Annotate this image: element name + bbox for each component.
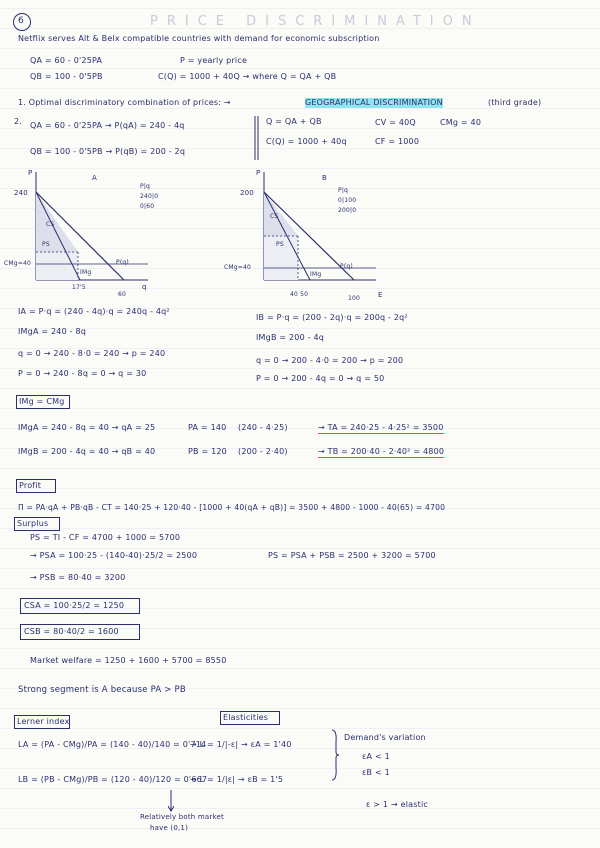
strong-segment: Strong segment is A because PA > PB: [18, 685, 186, 695]
producer-surplus-area-a: [36, 252, 78, 280]
graph-b-cmg: CMg=40: [224, 264, 252, 271]
revenue-b-total: → TB = 200·40 - 2·40² = 4800: [318, 447, 445, 456]
producer-surplus-total: PS = PSA + PSB = 2500 + 3200 = 5700: [268, 551, 436, 560]
revenue-a-total: → TA = 240·25 - 4·25² = 3500: [318, 423, 444, 432]
consumer-surplus-b: CSB = 80·40/2 = 1600: [24, 627, 119, 636]
demand-b: QB = 100 - 0'5PB: [30, 72, 103, 81]
graph-a-cs: CS: [46, 221, 55, 228]
graph-b-p-axis: P: [256, 169, 261, 177]
faint-bleedthrough-title: PRICE DISCRIMINATION: [150, 14, 481, 29]
img-b-equation: IMgB = 200 - 4q = 40 → qB = 40: [18, 447, 156, 456]
a-q-zero: q = 0 → 240 - 8·0 = 240 → p = 240: [18, 349, 166, 358]
fixed-cost: CF = 1000: [375, 137, 420, 146]
graph-a-xmid: 17'5: [72, 284, 86, 291]
lerner-b-tail: → L = 1/|ε| → εB = 1'5: [190, 775, 284, 784]
inverse-demand-a: QA = 60 - 0'25PA → P(qA) = 240 - 4q: [30, 121, 185, 130]
part1-tail: (third grade): [488, 98, 542, 107]
b-q-zero: q = 0 → 200 - 4·0 = 200 → p = 200: [256, 356, 404, 365]
producer-surplus-a: → PSA = 100·25 - (140-40)·25/2 = 2500: [30, 551, 198, 560]
lerner-a: LA = (PA - CMg)/PA = (140 - 40)/140 = 0'714: [18, 740, 207, 749]
revenue-b: IB = P·q = (200 - 2q)·q = 200q - 2q²: [256, 313, 408, 322]
inverse-demand-b: QB = 100 - 0'5PB → P(qB) = 200 - 2q: [30, 147, 186, 156]
elasticity-b: εB < 1: [362, 768, 390, 777]
img-a-equation: IMgA = 240 - 8q = 40 → qA = 25: [18, 423, 156, 432]
graph-a-img: IMg: [80, 269, 92, 276]
b-p-zero: P = 0 → 200 - 4q = 0 → q = 50: [256, 374, 385, 383]
variable-cost: CV = 40Q: [375, 118, 416, 127]
part1-highlight: GEOGRAPHICAL DISCRIMINATION: [305, 98, 443, 107]
graph-b-xend: 100: [348, 295, 361, 302]
part1-text: 1. Optimal discriminatory combination of prices: →: [18, 98, 231, 107]
price-a: PA = 140: [188, 423, 227, 432]
condition: IMg = CMg: [19, 397, 65, 406]
graph-b-ps: PS: [276, 241, 284, 248]
graph-a-p-axis: P: [28, 169, 33, 177]
price-b: PB = 120: [188, 447, 227, 456]
graph-b-q-axis: E: [378, 291, 383, 299]
img-a: IMgA = 240 - 8q: [18, 327, 87, 336]
lerner-note-1: Relatively both market: [140, 813, 224, 821]
graph-b-xmid: 40 50: [290, 291, 309, 298]
graph-a-xend: 60: [118, 291, 127, 298]
bracket-divider: [252, 114, 262, 162]
graph-a-inset-3: 0|60: [140, 203, 155, 210]
lerner-b: LB = (PB - CMg)/PB = (120 - 40)/120 = 0'667: [18, 775, 208, 784]
arrow-down: [168, 790, 174, 812]
price-note: P = yearly price: [180, 56, 248, 65]
price-a-calc: (240 - 4·25): [238, 423, 288, 432]
lerner-label: Lerner index: [17, 717, 70, 726]
elasticities-label: Elasticities: [223, 713, 269, 722]
elasticity-a: εA < 1: [362, 752, 390, 761]
graph-b-img: IMg: [310, 271, 322, 278]
surplus-label: Surplus: [17, 519, 49, 528]
graph-a-title: A: [92, 174, 97, 182]
graph-a-ytop: 240: [14, 189, 28, 197]
intro-line: Netflix serves Alt & Belx compatible countries with demand for economic subscription: [18, 34, 380, 43]
demand-variation: Demand's variation: [344, 733, 426, 742]
revenue-a: IA = P·q = (240 - 4q)·q = 240q - 4q²: [18, 307, 170, 316]
graph-b-inset-1: P|q: [338, 187, 349, 194]
img-b: IMgB = 200 - 4q: [256, 333, 325, 342]
graph-a-pq: P(q): [116, 259, 129, 266]
producer-surplus: PS = TI - CF = 4700 + 1000 = 5700: [30, 533, 181, 542]
lerner-a-tail: → L = 1/|-ε| → εA = 1'40: [190, 740, 292, 749]
total-cost: C(Q) = 1000 + 40q: [266, 137, 347, 146]
graph-a-inset-2: 240|0: [140, 193, 159, 200]
elasticity-conclusion: ε > 1 → elastic: [366, 800, 428, 809]
demand-a: QA = 60 - 0'25PA: [30, 56, 103, 65]
consumer-surplus-a: CSA = 100·25/2 = 1250: [24, 601, 125, 610]
graph-a-inset-1: P|q: [140, 183, 151, 190]
graph-b-cs: CS: [270, 213, 279, 220]
profit-label: Profit: [19, 481, 42, 490]
market-welfare: Market welfare = 1250 + 1600 + 5700 = 8550: [30, 656, 227, 665]
a-p-zero: P = 0 → 240 - 8q = 0 → q = 30: [18, 369, 147, 378]
part2-number: 2.: [14, 117, 23, 126]
graph-b-ytop: 200: [240, 189, 254, 197]
graph-a-ps: PS: [42, 241, 50, 248]
cost-function: C(Q) = 1000 + 40Q → where Q = QA + QB: [158, 72, 337, 81]
graph-b-inset-3: 200|0: [338, 207, 357, 214]
marginal-cost: CMg = 40: [440, 118, 482, 127]
lerner-note-2: have (0,1): [150, 824, 188, 832]
graph-b-pq: P(q): [340, 263, 353, 270]
price-b-calc: (200 - 2·40): [238, 447, 288, 456]
quantity-sum: Q = QA + QB: [266, 117, 322, 126]
graph-b-title: B: [322, 174, 328, 182]
problem-number: 6: [18, 16, 24, 26]
profit-formula: Π = PA·qA + PB·qB - CT = 140·25 + 120·40 - [1000 + 40(qA + qB)] = 3500 + 4800 - 1000 - 40(65) = 4700: [18, 503, 446, 512]
graph-b-inset-2: 0|100: [338, 197, 357, 204]
graph-a: [8, 168, 158, 298]
graph-a-cmg: CMg=40: [4, 260, 32, 267]
producer-surplus-b: → PSB = 80·40 = 3200: [30, 573, 126, 582]
graph-a-q-axis: q: [142, 283, 147, 291]
brace: [330, 728, 340, 782]
